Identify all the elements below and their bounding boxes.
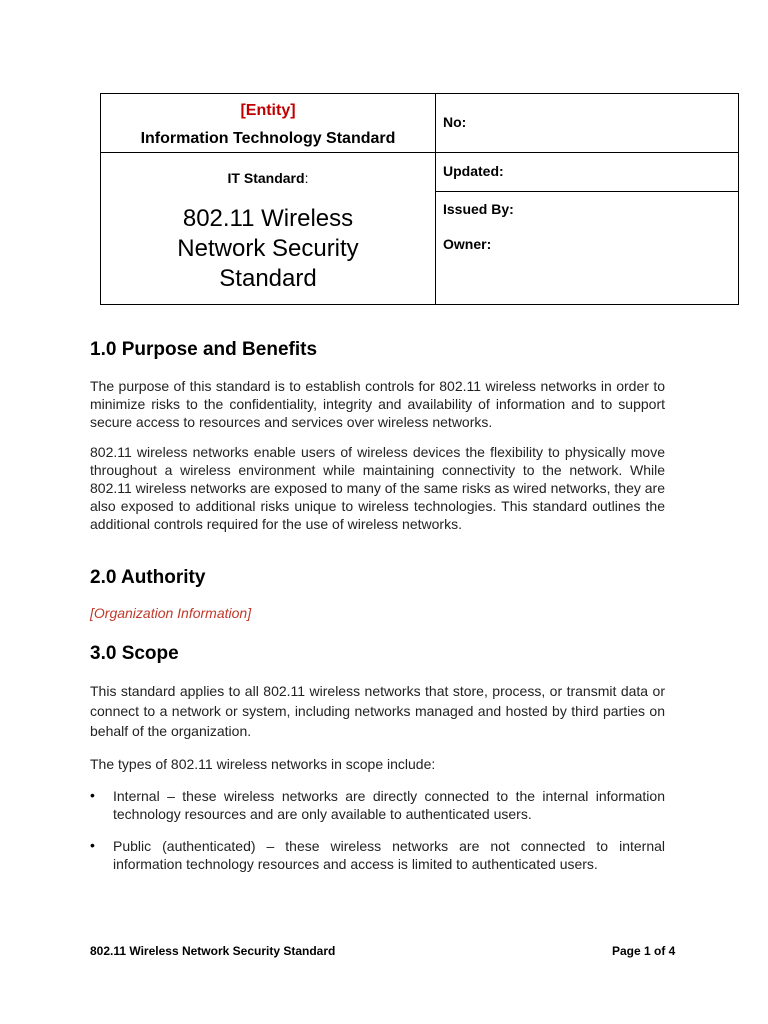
- column-divider: [435, 94, 436, 304]
- list-item: Public (authenticated) – these wireless networks are not connected to internal information technology resources and access is limited to authenticated users.: [113, 838, 665, 872]
- issued-by-label: Issued By:: [443, 201, 514, 217]
- document-title-line-1: 802.11 Wireless: [182, 205, 354, 232]
- document-title: [101, 204, 435, 294]
- footer-page-number: Page 1 of 4: [612, 944, 676, 958]
- it-standard-label: [101, 170, 435, 186]
- document-title-line-2: Network Security: [177, 235, 359, 262]
- bullet-marker: •: [90, 837, 95, 853]
- bullet-marker: •: [90, 787, 95, 803]
- updated-label: Updated:: [443, 163, 504, 179]
- document-title-line-3: Standard: [219, 265, 317, 292]
- scope-paragraph-1: This standard applies to all 802.11 wireless networks that store, process, or transmit data or connect to a network or system, including networks managed and hosted by third parties on behalf of the organization.: [90, 683, 665, 739]
- it-standard-colon: :: [304, 170, 309, 186]
- list-item: Internal – these wireless networks are directly connected to the internal information technology resources and are only available to authenticated users.: [113, 788, 665, 822]
- row-divider-left: [101, 152, 435, 153]
- info-standard-title: Information Technology Standard: [140, 130, 396, 147]
- scope-paragraph-2: The types of 802.11 wireless networks in scope include:: [90, 756, 436, 772]
- footer-document-title: 802.11 Wireless Network Security Standard: [90, 944, 336, 958]
- it-standard-text: IT Standard: [227, 170, 305, 186]
- section-heading-scope: 3.0 Scope: [90, 643, 179, 664]
- purpose-paragraph-2: 802.11 wireless networks enable users of wireless devices the flexibility to physically move throughout a wireless environment while maintaining connectivity to the network. While 802.11 wireless networks are exposed to many of the same risks as wired networks, they are also exposed to additional risks unique to wireless technologies. This standard outlines the additional controls required for the use of wireless networks.: [90, 444, 665, 532]
- entity-placeholder: [Entity]: [240, 102, 296, 119]
- purpose-paragraph-1: The purpose of this standard is to establish controls for 802.11 wireless networks in order to minimize risks to the confidentiality, integrity and availability of information and to support secure access to resources and services over wireless networks.: [90, 378, 665, 430]
- organization-information-placeholder: [Organization Information]: [90, 605, 252, 621]
- section-heading-authority: 2.0 Authority: [90, 567, 206, 588]
- row-divider-right-1: [435, 152, 738, 153]
- header-table: [100, 93, 739, 305]
- owner-label: Owner:: [443, 236, 492, 252]
- section-heading-purpose: 1.0 Purpose and Benefits: [90, 339, 318, 360]
- row-divider-right-2: [435, 191, 738, 192]
- no-label: No:: [443, 114, 467, 130]
